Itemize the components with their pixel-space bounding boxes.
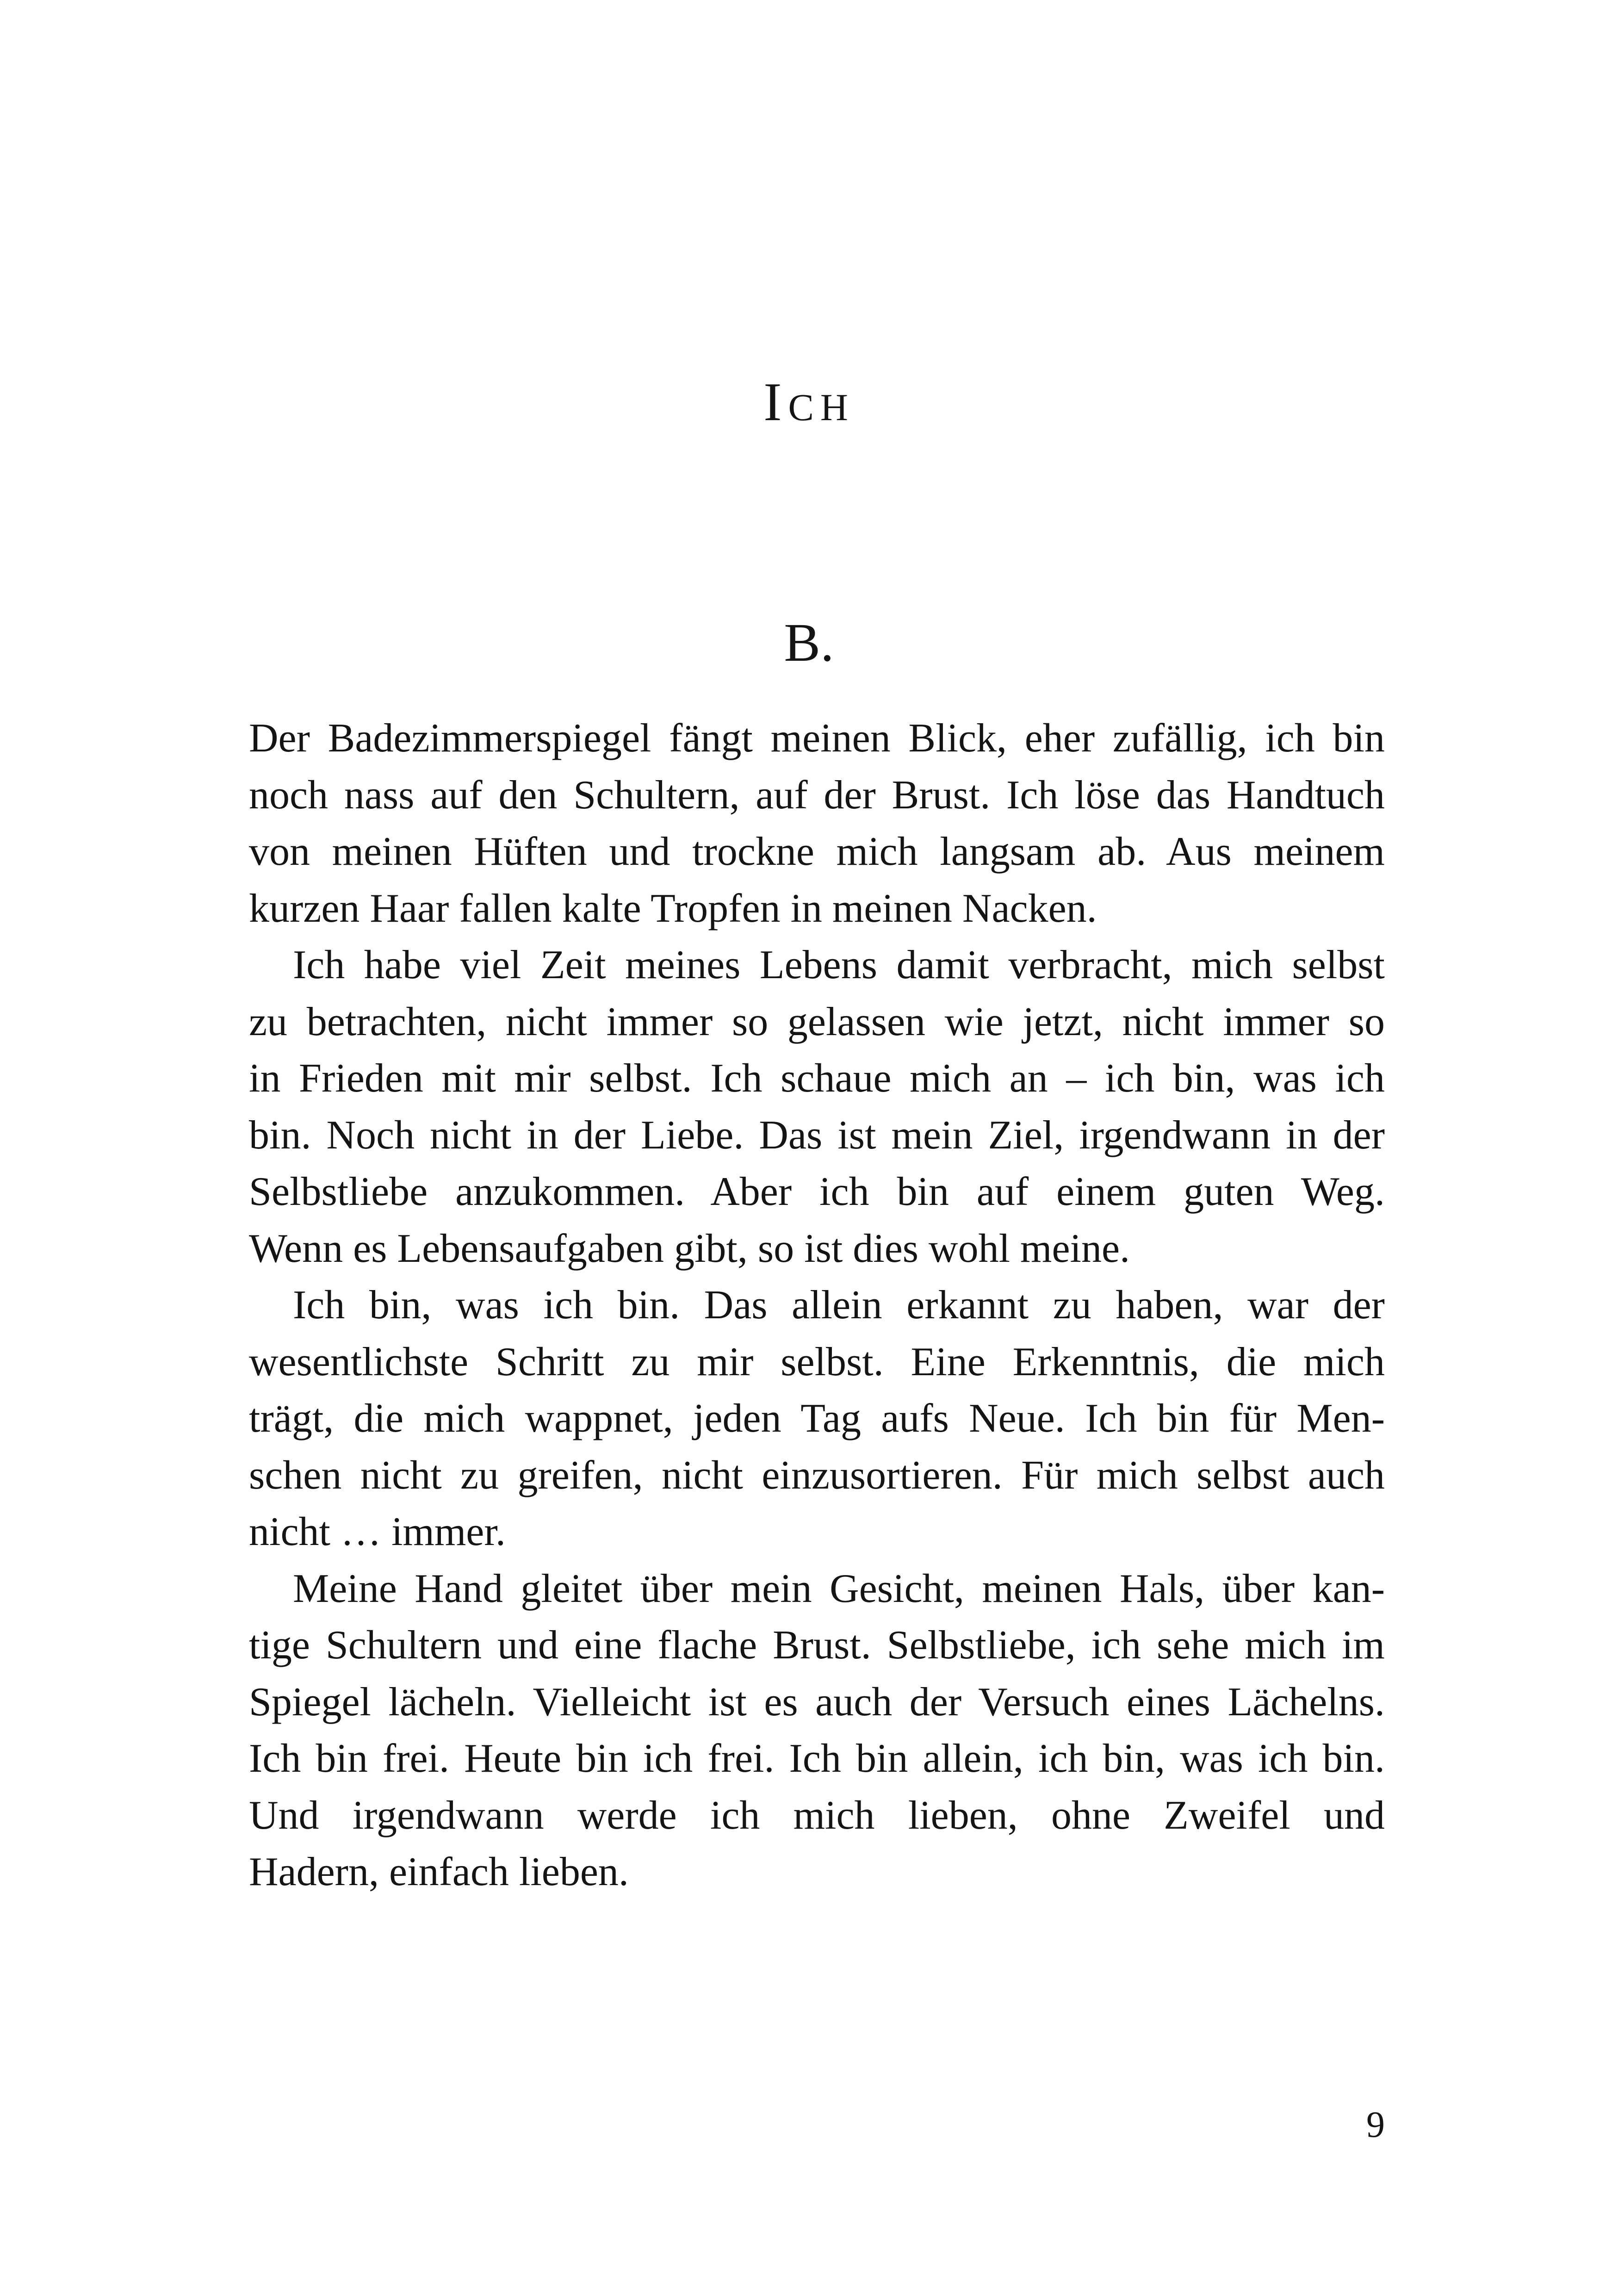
text-line: kurzen Haar fallen kalte Tropfen in meinen Nacken.	[249, 886, 1097, 931]
paragraph-4	[249, 1561, 1385, 1901]
section-heading: B.	[784, 612, 834, 673]
text-line: Wenn es Lebensaufgaben gibt, so ist dies wohl meine.	[249, 1226, 1130, 1271]
paragraph-2	[249, 937, 1385, 1277]
text-line: schen nicht zu greifen, nicht einzusortieren. Für mich selbst auch	[249, 1452, 1385, 1498]
paragraph-1	[249, 710, 1385, 937]
paragraph-3	[249, 1277, 1385, 1561]
chapter-title: Ich	[763, 372, 855, 432]
text-line: wesentlichste Schritt zu mir selbst. Eine Erkenntnis, die mich	[249, 1339, 1385, 1384]
text-line: nicht … immer.	[249, 1509, 506, 1554]
text-line: Selbstliebe anzukommen. Aber ich bin auf einem guten Weg.	[249, 1169, 1385, 1214]
text-line: Ich habe viel Zeit meines Lebens damit verbracht, mich selbst	[293, 943, 1385, 987]
body-text	[249, 710, 1385, 1901]
text-line: von meinen Hüften und trockne mich langsam ab. Aus meinem	[249, 829, 1385, 874]
text-line: tige Schultern und eine flache Brust. Selbstliebe, ich sehe mich im	[249, 1623, 1385, 1668]
text-line: Ich bin, was ich bin. Das allein erkannt zu haben, war der	[293, 1283, 1385, 1328]
text-line: noch nass auf den Schultern, auf der Brust. Ich löse das Handtuch	[249, 772, 1385, 818]
text-line: Spiegel lächeln. Vielleicht ist es auch der Versuch eines Lächelns.	[249, 1679, 1385, 1725]
text-line: zu betrachten, nicht immer so gelassen wie jetzt, nicht immer so	[249, 999, 1385, 1044]
text-line: bin. Noch nicht in der Liebe. Das ist mein Ziel, irgendwann in der	[249, 1112, 1385, 1158]
text-line: in Frieden mit mir selbst. Ich schaue mich an – ich bin, was ich	[249, 1056, 1385, 1101]
text-line: Meine Hand gleitet über mein Gesicht, meinen Hals, über kan-	[293, 1566, 1385, 1611]
text-line: Hadern, einfach lieben.	[249, 1849, 629, 1894]
page-number: 9	[1366, 2104, 1385, 2145]
text-line: Der Badezimmerspiegel fängt meinen Blick, eher zufällig, ich bin	[249, 716, 1385, 761]
text-line: Ich bin frei. Heute bin ich frei. Ich bin allein, ich bin, was ich bin.	[249, 1736, 1385, 1781]
text-line: Und irgendwann werde ich mich lieben, ohne Zweifel und	[249, 1793, 1385, 1838]
text-line: trägt, die mich wappnet, jeden Tag aufs Neue. Ich bin für Men-	[249, 1396, 1385, 1441]
